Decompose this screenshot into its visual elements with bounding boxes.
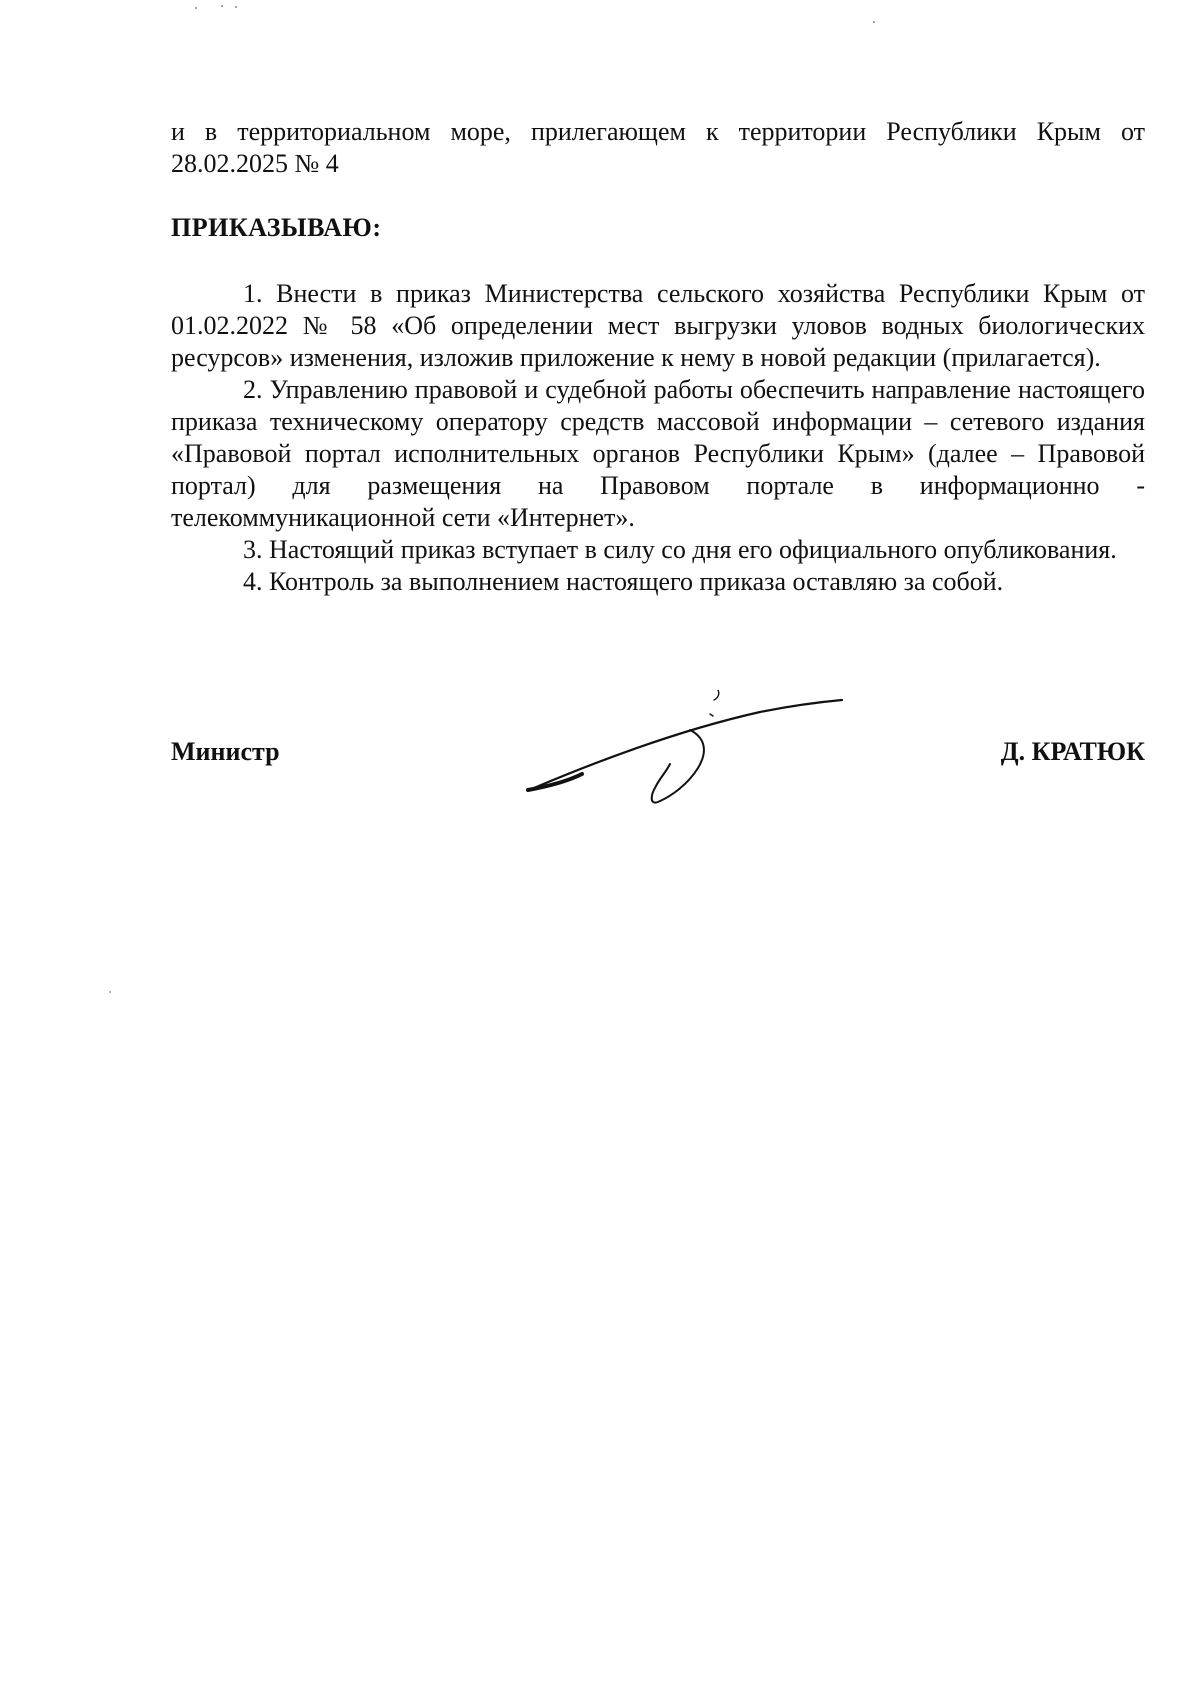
order-items xyxy=(171,278,1145,598)
signer-name: Д. КРАТЮК xyxy=(1000,737,1145,766)
order-item-1: 1. Внести в приказ Министерства сельского хозяйства Республики Крым от 01.02.2022 № 58 «Об определении мест выгрузки уловов водных биологических ресурсов» изменения, изложив приложение к нему в новой редакции (прилагается). xyxy=(171,279,1145,372)
order-item-2: 2. Управлению правовой и судебной работы обеспечить направление настоящего приказа техническому оператору средств массовой информации – сетевого издания «Правовой портал исполнительных органов Республики Крым» (далее – Правовой портал) для размещения на Правовом портале в информационно - телекоммуникационной сети «Интернет». xyxy=(171,375,1145,532)
signer-position: Министр xyxy=(171,737,280,766)
order-heading: ПРИКАЗЫВАЮ: xyxy=(171,213,382,242)
intro-paragraph: и в территориальном море, прилегающем к территории Республики Крым от 28.02.2025 № 4 xyxy=(171,117,1145,178)
handwritten-signature xyxy=(520,690,850,810)
order-item-4: 4. Контроль за выполнением настоящего приказа оставляю за собой. xyxy=(243,567,1004,596)
order-item-3: 3. Настоящий приказ вступает в силу со дня его официального опубликования. xyxy=(243,535,1117,564)
